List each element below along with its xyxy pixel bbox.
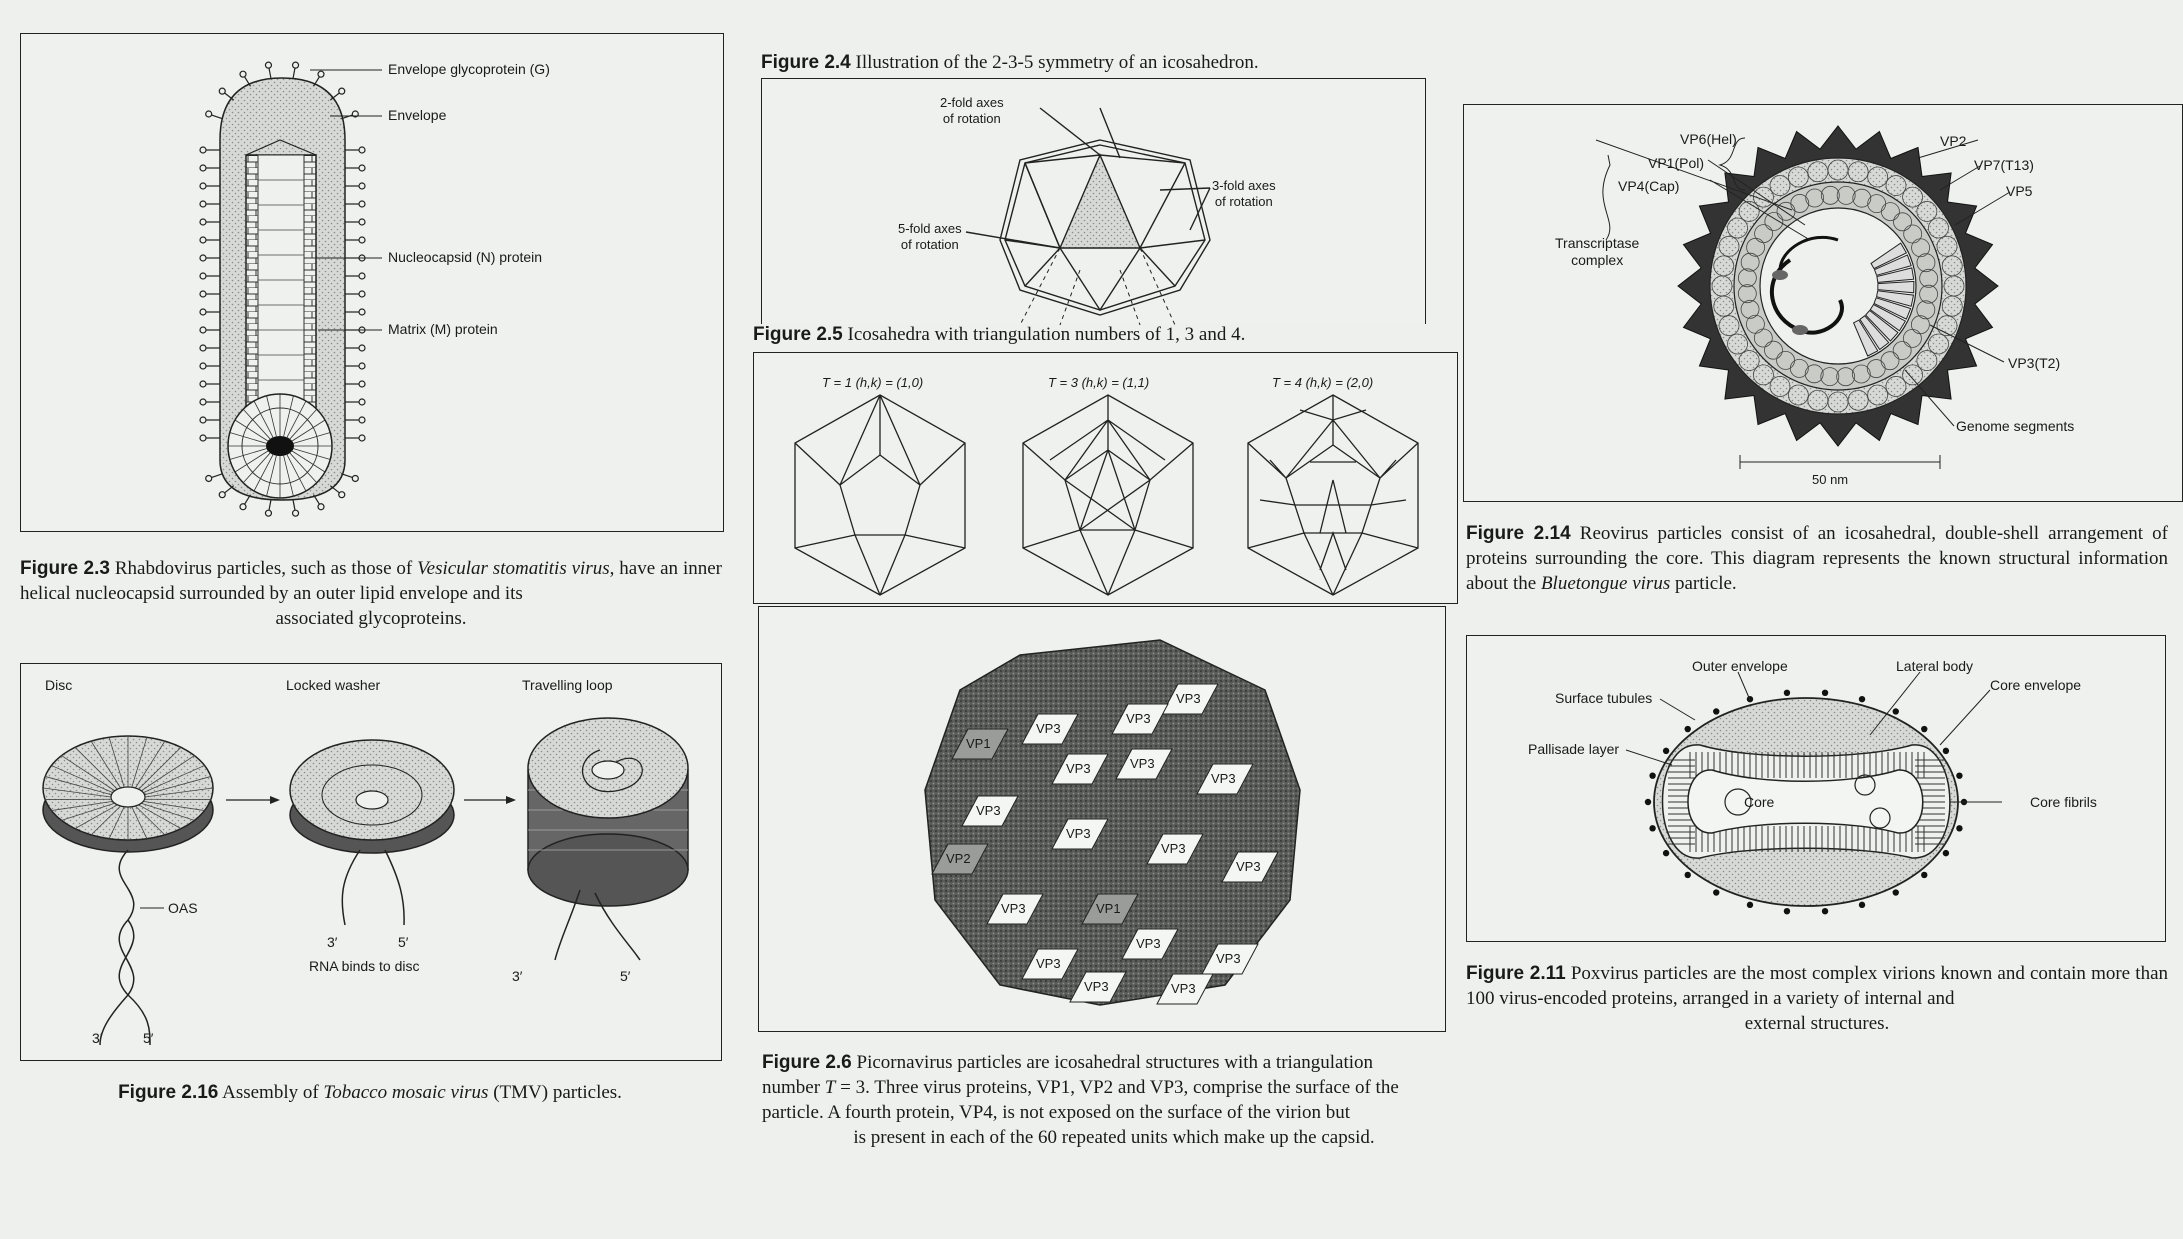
fig2-5-caption: [753, 322, 1245, 347]
fig2-5-text: Icosahedra with triangulation numbers of 1, 3 and 4.: [847, 324, 1246, 345]
fig2-16-number: Figure 2.16: [118, 1082, 219, 1103]
vp-label: VP3: [1171, 981, 1196, 996]
fig2-6-line1: [762, 1050, 1466, 1075]
label-vp3-t2: VP3(T2): [2008, 355, 2061, 371]
label-nucleocapsid: Nucleocapsid (N) protein: [388, 249, 543, 265]
fig2-16-caption: [20, 1080, 720, 1105]
label-t3: T = 3 (h,k) = (1,1): [1048, 375, 1150, 390]
label-scale-bar: 50 nm: [1812, 472, 1849, 487]
label-transcriptase-line2: complex: [1571, 252, 1624, 268]
vp-label: VP3: [1066, 761, 1091, 776]
label-vp6: VP6(Hel): [1680, 131, 1737, 147]
label-3prime-loop: 3′: [512, 968, 523, 984]
label-rna-binds: RNA binds to disc: [309, 958, 420, 974]
vp-label: VP3: [1136, 936, 1161, 951]
fig2-16-text-b: (TMV) particles.: [493, 1082, 622, 1103]
picornavirus-capsid: [925, 640, 1300, 1005]
fig2-3-text-b: , have an inner helical nucleocapsid surrounded by an outer lipid envelope and its: [20, 558, 722, 604]
label-5prime-loop: 5′: [620, 968, 631, 984]
fig2-4-caption: [761, 50, 1259, 75]
label-core-fibrils: Core fibrils: [2030, 794, 2097, 810]
label-outer-envelope: Outer envelope: [1692, 658, 1788, 674]
fig2-11-number: Figure 2.11: [1466, 963, 1566, 984]
fig2-14-text-b: particle.: [1674, 573, 1737, 594]
fig2-16-species: Tobacco mosaic virus: [323, 1082, 489, 1103]
fig2-11-text-a: Poxvirus particles are the most complex virions known and contain more than 100 virus-encoded proteins, arranged in a variety of internal and: [1466, 963, 2168, 1009]
label-core: Core: [1744, 794, 1775, 810]
fig2-4-text: Illustration of the 2-3-5 symmetry of an icosahedron.: [855, 52, 1259, 73]
label-lateral-body: Lateral body: [1896, 658, 1974, 674]
vp-label: VP3: [1036, 721, 1061, 736]
fig2-3-number: Figure 2.3: [20, 558, 110, 579]
label-2fold-line1: 2-fold axes: [940, 95, 1004, 110]
label-locked-washer: Locked washer: [286, 677, 381, 693]
label-vp7: VP7(T13): [1974, 157, 2034, 173]
label-3prime-disc: 3′: [92, 1030, 103, 1046]
label-pallisade-layer: Pallisade layer: [1528, 741, 1620, 757]
vp-label: VP3: [1236, 859, 1261, 874]
label-5fold-axes: [898, 221, 962, 253]
fig2-11-caption-end: external structures.: [1744, 1013, 1890, 1034]
vp-label: VP3: [1161, 841, 1186, 856]
label-3prime-washer: 3′: [327, 934, 338, 950]
label-5prime-disc: 5′: [143, 1030, 154, 1046]
fig2-3-species: Vesicular stomatitis virus: [417, 558, 610, 579]
label-genome-segments: Genome segments: [1956, 418, 2075, 434]
vp-label: VP3: [1001, 901, 1026, 916]
fig2-14-species: Bluetongue virus: [1540, 573, 1671, 594]
fig2-3-caption: [20, 556, 722, 606]
label-core-envelope: Core envelope: [1990, 677, 2082, 693]
fig2-6-line3: particle. A fourth protein, VP4, is not exposed on the surface of the virion but: [762, 1102, 1351, 1123]
label-t1: T = 1 (h,k) = (1,0): [822, 375, 924, 390]
fig2-6-line2c: = 3. Three virus proteins, VP1, VP2 and VP3, comprise the surface of the: [840, 1077, 1399, 1098]
vp-label: VP3: [1084, 979, 1109, 994]
label-matrix-protein: Matrix (M) protein: [388, 321, 498, 337]
fig2-3-caption-end: associated glycoproteins.: [275, 608, 467, 629]
icosahedron-t3: [1023, 395, 1193, 595]
fig2-14-text-a: Reovirus particles consist of an icosahedral, double-shell arrangement of proteins surrounding the core. This diagram represents the known structural information about the: [1466, 523, 2169, 594]
label-vp2: VP2: [1940, 133, 1967, 149]
vp-label: VP1: [1096, 901, 1121, 916]
label-2fold-axes: [940, 95, 1004, 127]
vp-label: VP3: [1130, 756, 1155, 771]
fig2-16-text-a: Assembly of: [222, 1082, 319, 1103]
label-surface-tubules: Surface tubules: [1555, 690, 1653, 706]
vp-label: VP3: [1036, 956, 1061, 971]
icosahedron-t1: [795, 395, 965, 595]
fig2-6-line2: [762, 1075, 1466, 1100]
poxvirus-particle: [1626, 672, 2002, 914]
vp-label: VP1: [966, 736, 991, 751]
vp-label: VP3: [976, 803, 1001, 818]
fig2-5-number: Figure 2.5: [753, 324, 843, 345]
icosahedron-symmetry-diagram: [966, 108, 1210, 325]
vp-label: VP2: [946, 851, 971, 866]
icosahedron-t4: [1248, 395, 1418, 595]
rhabdovirus-diagram: [200, 62, 382, 516]
label-travelling-loop: Travelling loop: [522, 677, 613, 693]
vp-label: VP3: [1066, 826, 1091, 841]
label-3fold-line1: 3-fold axes: [1212, 178, 1276, 193]
label-3fold-axes: [1212, 178, 1276, 210]
label-t4: T = 4 (h,k) = (2,0): [1272, 375, 1374, 390]
label-vp1: VP1(Pol): [1648, 155, 1705, 171]
vp-label: VP3: [1216, 951, 1241, 966]
label-2fold-line2: of rotation: [942, 111, 1001, 126]
fig2-14-caption: [1466, 521, 2168, 596]
vp-label: VP3: [1211, 771, 1236, 786]
label-envelope-glycoprotein: Envelope glycoprotein (G): [388, 61, 550, 77]
fig2-6-line4: is present in each of the 60 repeated units which make up the capsid.: [853, 1127, 1375, 1148]
label-envelope: Envelope: [388, 107, 447, 123]
label-disc: Disc: [45, 677, 73, 693]
fig2-3-text-a: Rhabdovirus particles, such as those of: [114, 558, 413, 579]
label-5prime-washer: 5′: [398, 934, 409, 950]
label-vp5: VP5: [2006, 183, 2033, 199]
label-5fold-line2: of rotation: [900, 237, 959, 252]
fig2-6-number: Figure 2.6: [762, 1052, 852, 1073]
fig2-4-number: Figure 2.4: [761, 52, 851, 73]
fig2-14-number: Figure 2.14: [1466, 523, 1571, 544]
vp-label: VP3: [1176, 691, 1201, 706]
label-3fold-line2: of rotation: [1214, 194, 1273, 209]
label-transcriptase-line1: Transcriptase: [1555, 235, 1640, 251]
fig2-6-line2b: T: [824, 1077, 836, 1098]
fig2-6-line1-text: Picornavirus particles are icosahedral structures with a triangulation: [856, 1052, 1374, 1073]
fig2-6-caption: [762, 1050, 1466, 1150]
label-oas: OAS: [168, 900, 198, 916]
fig2-6-line2a: number: [762, 1077, 821, 1098]
label-vp4: VP4(Cap): [1618, 178, 1680, 194]
vp-label: VP3: [1126, 711, 1151, 726]
tmv-assembly-diagram: [43, 718, 688, 1045]
fig2-11-caption: [1466, 961, 2168, 1011]
triangulation-icosahedra: [795, 395, 1418, 595]
label-transcriptase: [1555, 235, 1639, 269]
label-5fold-line1: 5-fold axes: [898, 221, 962, 236]
